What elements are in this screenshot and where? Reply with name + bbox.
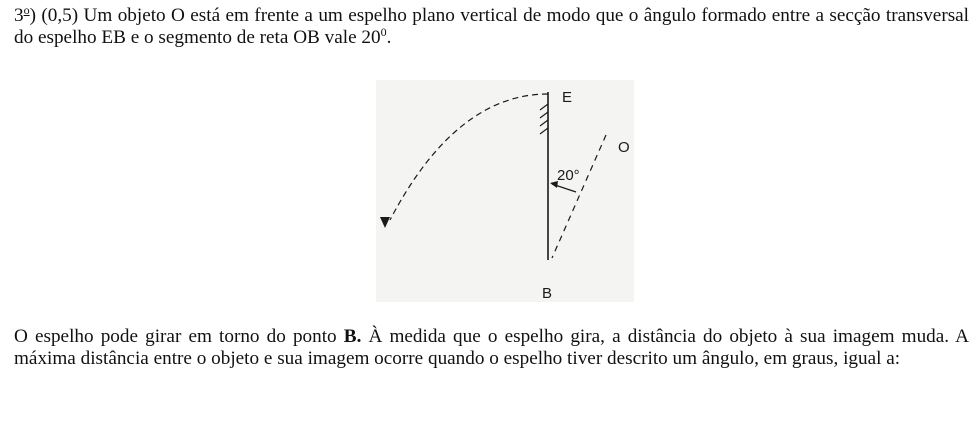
label-o: O bbox=[618, 139, 630, 156]
question-intro-text: Um objeto O está em frente a um espelho plano vertical de modo que o ângulo formado entre a secção transversal do espelho EB e o segmento de reta OB vale 20 bbox=[14, 5, 970, 48]
intro-period: . bbox=[386, 27, 392, 48]
question-body bbox=[14, 326, 969, 370]
degree-superscript: 0 bbox=[380, 25, 387, 39]
body-text-2: À medida que o espelho gira, a distância do objeto à sua imagem muda. A máxima distância entre o objeto e sua imagem ocorre quando o espelho tiver descrito um ângulo, em graus, igual a: bbox=[14, 326, 969, 369]
angle-label: 20° bbox=[557, 167, 580, 184]
label-b: B bbox=[542, 285, 553, 302]
body-text-1: O espelho pode girar em torno do ponto bbox=[14, 326, 344, 347]
mirror-figure bbox=[376, 80, 634, 302]
figure-background bbox=[376, 80, 634, 302]
question-number-ordinal: o bbox=[23, 3, 30, 17]
question-number: 3 bbox=[14, 5, 24, 26]
question-points: (0,5) bbox=[41, 5, 79, 26]
point-b-bold: B. bbox=[343, 326, 362, 347]
label-e: E bbox=[562, 89, 573, 106]
question-statement: 3$^o$) (0,5) Um objeto O está em frente a um espelho plano vertical de modo que o ângulo formado entre a secção transversal do espelho EB e o segmento de reta OB vale $20^0$. bbox=[14, 3, 970, 48]
